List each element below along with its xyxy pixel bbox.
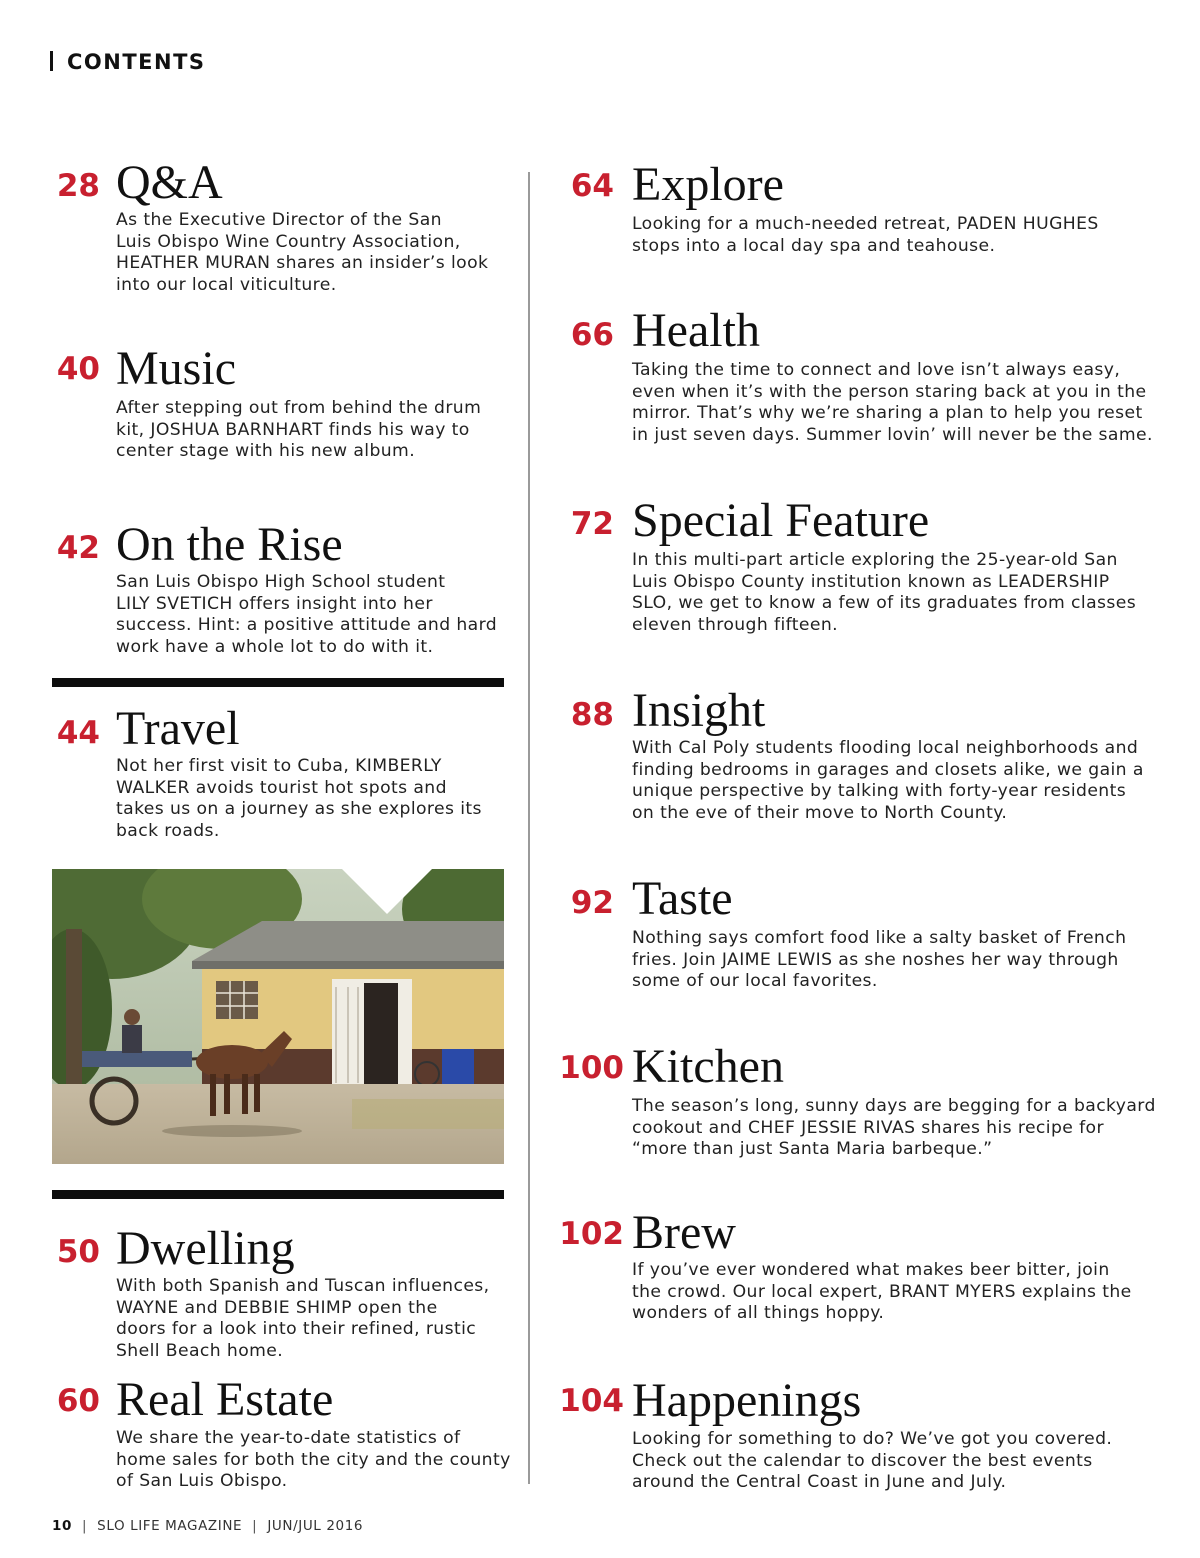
desc-line: fries. Join JAIME LEWIS as she noshes her way through <box>632 949 1119 970</box>
desc-line: Not her first visit to Cuba, KIMBERLY <box>116 756 442 776</box>
entry-title[interactable]: Q&A <box>116 156 223 209</box>
page-footer: 10 | SLO LIFE MAGAZINE | JUN/JUL 2016 <box>52 1518 364 1534</box>
desc-line: SLO, we get to know a few of its graduates from classes <box>632 593 1137 614</box>
entry-title[interactable]: Brew <box>632 1206 736 1259</box>
desc-line: wonders of all things hoppy. <box>632 1303 885 1324</box>
desc-line: Looking for something to do? We’ve got you covered. <box>632 1429 1113 1449</box>
entry-description <box>116 756 482 842</box>
desc-line: of San Luis Obispo. <box>116 1471 288 1492</box>
entry-description <box>632 360 1153 446</box>
entry-title[interactable]: Explore <box>632 158 784 211</box>
desc-line: center stage with his new album. <box>116 441 416 462</box>
desc-line: Looking for a much-needed retreat, PADEN HUGHES <box>632 214 1099 234</box>
entry-number: 100 <box>559 1050 624 1086</box>
entry-description <box>116 1276 490 1362</box>
desc-line: back roads. <box>116 820 220 841</box>
entry-title[interactable]: Music <box>116 342 236 395</box>
entry-number: 88 <box>570 697 614 733</box>
desc-line: eleven through fifteen. <box>632 614 839 635</box>
desc-line: Luis Obispo County institution known as LEADERSHIP <box>632 571 1110 592</box>
desc-line: WAYNE and DEBBIE SHIMP open the <box>116 1297 438 1318</box>
desc-line: San Luis Obispo High School student <box>116 572 446 592</box>
desc-line: around the Central Coast in June and July. <box>632 1472 1007 1493</box>
desc-line: cookout and CHEF JESSIE RIVAS shares his recipe for <box>632 1117 1104 1138</box>
entry-number: 50 <box>56 1234 100 1270</box>
entry-title[interactable]: Dwelling <box>116 1222 295 1275</box>
entry-description <box>632 214 1099 257</box>
entry-number: 44 <box>56 715 100 751</box>
desc-line: Check out the calendar to discover the best events <box>632 1450 1093 1471</box>
desc-line: work have a whole lot to do with it. <box>116 636 434 657</box>
desc-line: With Cal Poly students flooding local neighborhoods and <box>632 738 1139 758</box>
desc-line: even when it’s with the person staring back at you in the <box>632 381 1147 402</box>
desc-line: Luis Obispo Wine Country Association, <box>116 231 461 252</box>
entry-description <box>632 1260 1132 1325</box>
column-divider <box>528 172 530 1484</box>
page-number: 10 <box>52 1518 72 1534</box>
desc-line: As the Executive Director of the San <box>116 210 442 230</box>
entry-number: 60 <box>56 1383 100 1419</box>
desc-line: “more than just Santa Maria barbeque.” <box>632 1139 993 1160</box>
desc-line: WALKER avoids tourist hot spots and <box>116 777 447 798</box>
entry-number: 40 <box>56 351 100 387</box>
entry-number: 92 <box>570 885 614 921</box>
entry-title[interactable]: On the Rise <box>116 518 343 571</box>
desc-line: After stepping out from behind the drum <box>116 398 482 418</box>
issue-date: JUN/JUL 2016 <box>267 1518 364 1534</box>
desc-line: takes us on a journey as she explores its <box>116 799 482 820</box>
desc-line: mirror. That’s why we’re sharing a plan to help you reset <box>632 403 1143 424</box>
entry-description <box>632 550 1136 636</box>
desc-line: HEATHER MURAN shares an insider’s look <box>116 253 489 274</box>
entry-number: 64 <box>570 168 614 204</box>
desc-line: doors for a look into their refined, rustic <box>116 1319 477 1340</box>
desc-line: kit, JOSHUA BARNHART finds his way to <box>116 419 470 440</box>
entry-number: 66 <box>570 317 614 353</box>
section-header <box>50 50 206 74</box>
entry-description <box>116 398 481 463</box>
desc-line: The season’s long, sunny days are begging for a backyard <box>632 1096 1156 1116</box>
desc-line: Shell Beach home. <box>116 1340 284 1361</box>
desc-line: Nothing says comfort food like a salty basket of French <box>632 928 1127 948</box>
desc-line: success. Hint: a positive attitude and hard <box>116 615 498 636</box>
desc-line: stops into a local day spa and teahouse. <box>632 235 996 256</box>
entry-title[interactable]: Kitchen <box>632 1040 784 1093</box>
desc-line: home sales for both the city and the county <box>116 1449 511 1470</box>
entry-number: 28 <box>56 168 100 204</box>
desc-line: Taking the time to connect and love isn’t always easy, <box>632 360 1121 380</box>
desc-line: into our local viticulture. <box>116 274 337 295</box>
entry-title[interactable]: Travel <box>116 702 240 755</box>
desc-line: We share the year-to-date statistics of <box>116 1428 461 1448</box>
desc-line: With both Spanish and Tuscan influences, <box>116 1276 490 1296</box>
entry-description <box>632 1429 1112 1494</box>
section-rule <box>52 678 504 687</box>
entry-title[interactable]: Insight <box>632 684 766 737</box>
entry-description <box>632 738 1144 824</box>
entry-description <box>632 1096 1156 1161</box>
desc-line: unique perspective by talking with forty-year residents <box>632 781 1127 802</box>
entry-title[interactable]: Health <box>632 304 760 357</box>
entry-title[interactable]: Real Estate <box>116 1373 334 1426</box>
entry-number: 102 <box>559 1216 624 1252</box>
entry-title[interactable]: Happenings <box>632 1374 862 1427</box>
travel-photo <box>52 869 504 1164</box>
entry-number: 42 <box>56 530 100 566</box>
entry-title[interactable]: Taste <box>632 872 733 925</box>
entry-description <box>116 1428 511 1493</box>
desc-line: If you’ve ever wondered what makes beer bitter, join <box>632 1260 1110 1280</box>
desc-line: In this multi-part article exploring the 25-year-old San <box>632 550 1118 570</box>
entry-title[interactable]: Special Feature <box>632 494 930 547</box>
desc-line: finding bedrooms in garages and closets alike, we gain a <box>632 759 1144 780</box>
desc-line: in just seven days. Summer lovin’ will never be the same. <box>632 424 1153 445</box>
header-label: CONTENTS <box>67 50 206 74</box>
desc-line: LILY SVETICH offers insight into her <box>116 593 433 614</box>
entry-number: 72 <box>570 506 614 542</box>
desc-line: the crowd. Our local expert, BRANT MYERS explains the <box>632 1281 1132 1302</box>
magazine-name: SLO LIFE MAGAZINE <box>97 1518 243 1534</box>
entry-description <box>116 210 488 296</box>
entry-number: 104 <box>559 1383 624 1419</box>
section-rule <box>52 1190 504 1199</box>
entry-description <box>116 572 497 658</box>
header-bar <box>50 51 53 71</box>
entry-description <box>632 928 1126 993</box>
desc-line: on the eve of their move to North County. <box>632 802 1008 823</box>
desc-line: some of our local favorites. <box>632 971 878 992</box>
